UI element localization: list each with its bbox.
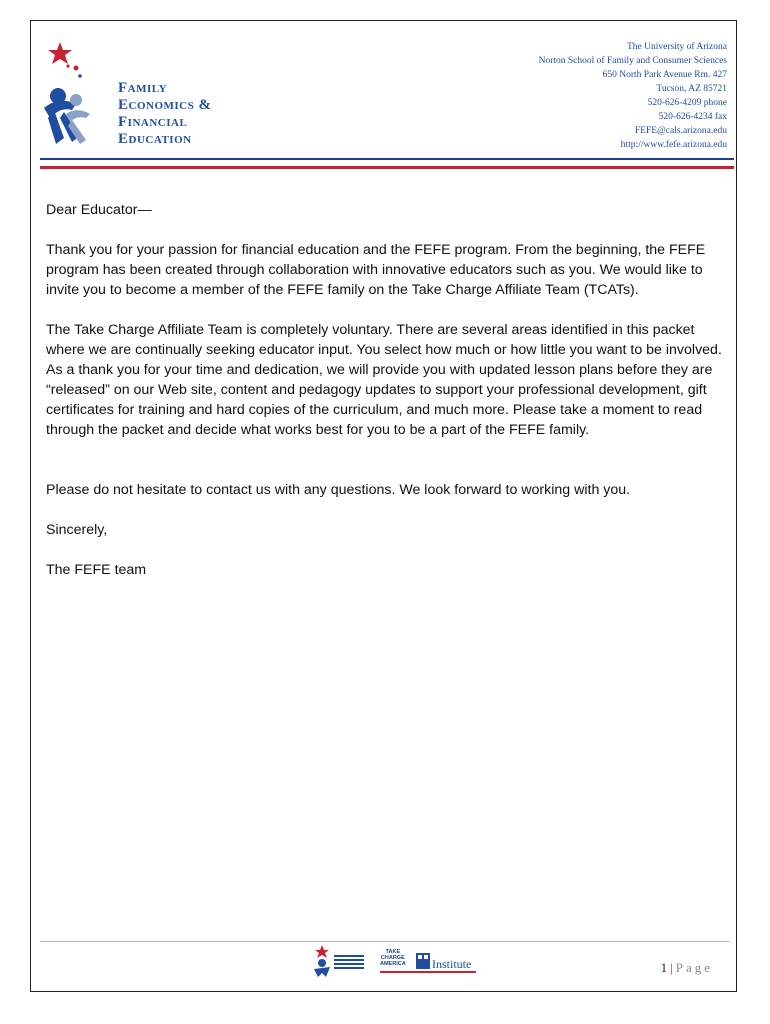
contact-university: The University of Arizona [627, 42, 727, 52]
header-rule-red [40, 166, 734, 169]
letter-body [46, 200, 724, 580]
contact-email[interactable]: FEFE@cals.arizona.edu [634, 126, 727, 136]
institute-label: Institute [432, 957, 472, 971]
letter-paragraph: The Take Charge Affiliate Team is completely voluntary. There are several areas identified in this packet where we are continually seeking educator input. You select how much or how little you want to be involved. As a thank you for your time and dedication, we will provide you with updated lesson plans before they are “released” on our Web site, content and pedagogy updates to support your professional development, gift certificates for training and hard copies of the curriculum, and much more. Please take a moment to read through the packet and decide what works best for you to be a part of the FEFE family. [46, 322, 722, 438]
page-separator: | [670, 960, 673, 975]
footer-rule [40, 941, 730, 942]
logo-wordmark [118, 80, 211, 148]
footer-logos [312, 943, 492, 979]
contact-city: Tucson, AZ 85721 [656, 84, 727, 94]
contact-address: 650 North Park Avenue Rm. 427 [602, 70, 727, 80]
letter-paragraph: Thank you for your passion for financial education and the FEFE program. From the beginning, the FEFE program has been created through collaboration with innovative educators such as you. We would like to invite you to become a member of the FEFE family on the Take Charge Affiliate Team (TCATs). [46, 242, 706, 298]
header-rule-blue [40, 158, 734, 160]
contact-phone: 520-626-4209 phone [647, 98, 727, 108]
take-charge-america-logo [380, 949, 406, 967]
contact-fax: 520-626-4234 fax [658, 112, 727, 122]
page-number [661, 960, 713, 976]
letter-signature: The FEFE team [46, 562, 147, 578]
contact-website[interactable]: http://www.fefe.arizona.edu [620, 140, 727, 150]
page-number-value: 1 [660, 960, 668, 975]
logo-line: Financial [118, 114, 188, 130]
fefe-logo [36, 38, 236, 158]
contact-block [539, 40, 727, 152]
logo-line: Education [118, 131, 192, 147]
logo-line: Economics & [118, 97, 212, 113]
tca-line: TAKE [385, 949, 401, 955]
letter-greeting: Dear Educator— [46, 202, 152, 218]
page-label: Page [675, 960, 713, 975]
letter-closing: Sincerely, [46, 522, 108, 538]
tca-line: AMERICA [380, 961, 406, 967]
tca-line: CHARGE [380, 955, 405, 961]
contact-school: Norton School of Family and Consumer Sciences [538, 56, 727, 66]
letter-paragraph: Please do not hesitate to contact us with any questions. We look forward to working with you. [46, 482, 631, 498]
logo-line: Family [118, 80, 168, 96]
